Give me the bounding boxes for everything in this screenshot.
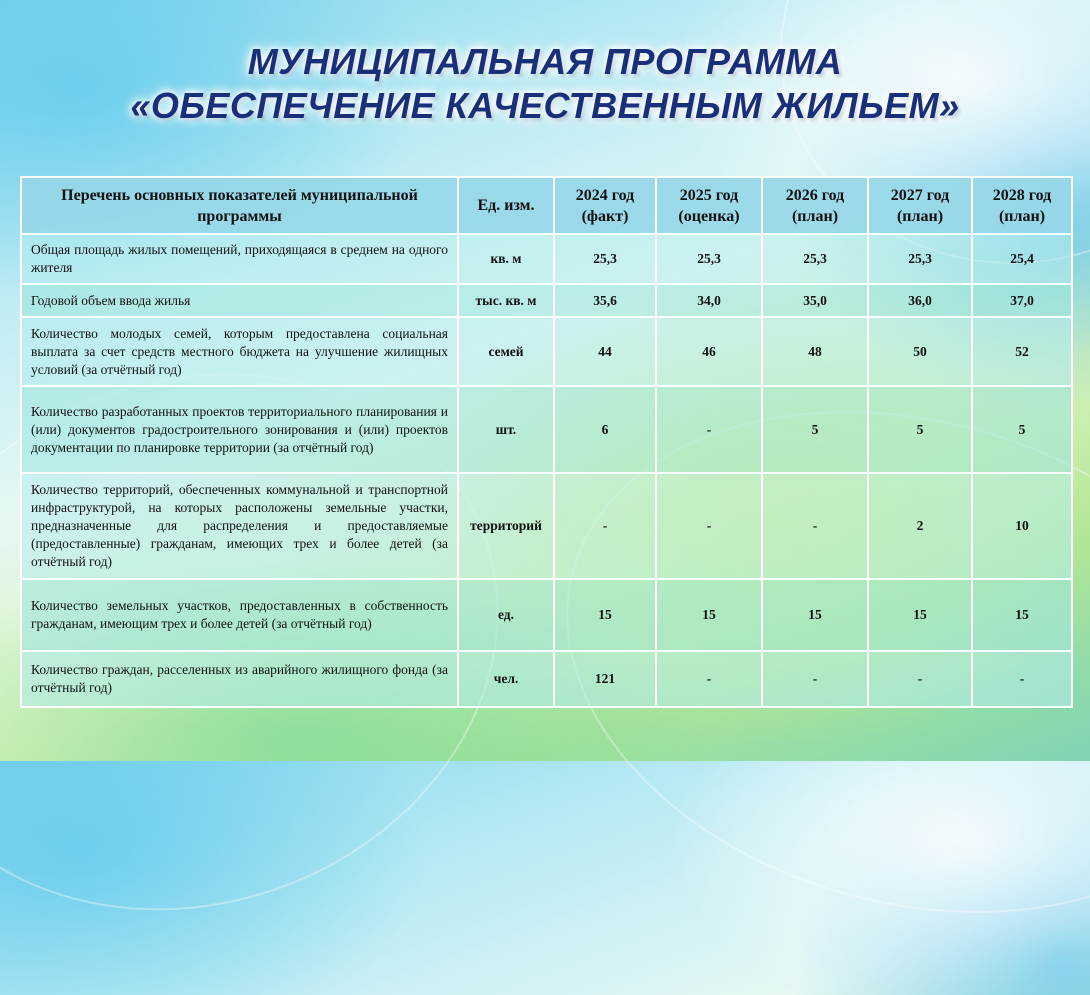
indicator-value: 25,3 <box>656 234 762 284</box>
header-year-note: (план) <box>998 207 1046 225</box>
indicator-name: Количество граждан, расселенных из аварийного жилищного фонда (за отчётный год) <box>21 651 458 707</box>
indicator-value: 5 <box>762 386 868 473</box>
header-year-label: 2028 год <box>992 186 1052 204</box>
header-row <box>21 177 1072 234</box>
indicator-unit: чел. <box>458 651 554 707</box>
table-row <box>21 579 1072 651</box>
indicator-name: Количество территорий, обеспеченных коммунальной и транспортной инфраструктурой, на которых расположены земельные участки, предназначенные для распределения и предоставляемые (предоставленные) гражданам, имеющих трех и более детей (за отчётный год) <box>21 473 458 579</box>
table-row <box>21 284 1072 317</box>
header-indicator: Перечень основных показателей муниципальной программы <box>21 177 458 234</box>
indicator-unit: семей <box>458 317 554 386</box>
indicator-value: 121 <box>554 651 656 707</box>
indicator-value: - <box>972 651 1072 707</box>
indicator-value: 35,6 <box>554 284 656 317</box>
indicator-value: 44 <box>554 317 656 386</box>
header-year-note: (оценка) <box>678 207 740 225</box>
indicator-value: 15 <box>656 579 762 651</box>
indicator-value: 25,4 <box>972 234 1072 284</box>
indicator-value: - <box>656 473 762 579</box>
indicator-name: Количество молодых семей, которым предоставлена социальная выплата за счет средств местного бюджета на улучшение жилищных условий (за отчётный год) <box>21 317 458 386</box>
indicator-unit: ед. <box>458 579 554 651</box>
indicator-unit: территорий <box>458 473 554 579</box>
indicator-value: 52 <box>972 317 1072 386</box>
header-year-label: 2025 год <box>679 186 739 204</box>
indicator-value: 46 <box>656 317 762 386</box>
table-row <box>21 473 1072 579</box>
indicator-value: 15 <box>868 579 972 651</box>
header-year <box>656 177 762 234</box>
table-row <box>21 651 1072 707</box>
indicator-value: 15 <box>972 579 1072 651</box>
indicator-value: 5 <box>868 386 972 473</box>
indicator-value: 25,3 <box>554 234 656 284</box>
indicator-value: 6 <box>554 386 656 473</box>
indicator-value: - <box>868 651 972 707</box>
header-year <box>762 177 868 234</box>
indicator-name: Количество разработанных проектов территориального планирования и (или) документов градостроительного зонирования и (или) проектов документации по планировке территории (за отчётный год) <box>21 386 458 473</box>
header-year-note: (факт) <box>581 207 629 225</box>
indicator-value: - <box>656 386 762 473</box>
indicator-value: 15 <box>554 579 656 651</box>
indicator-value: 36,0 <box>868 284 972 317</box>
table-row <box>21 386 1072 473</box>
header-year <box>972 177 1072 234</box>
indicator-value: 48 <box>762 317 868 386</box>
indicator-name: Количество земельных участков, предоставленных в собственность гражданам, имеющим трех и более детей (за отчётный год) <box>21 579 458 651</box>
indicator-value: - <box>656 651 762 707</box>
header-year <box>554 177 656 234</box>
header-year-label: 2027 год <box>890 186 950 204</box>
header-unit: Ед. изм. <box>458 177 554 234</box>
table-row <box>21 317 1072 386</box>
indicator-value: 50 <box>868 317 972 386</box>
slide-title <box>0 40 1090 128</box>
title-line-1: МУНИЦИПАЛЬНАЯ ПРОГРАММА <box>247 41 843 82</box>
indicator-value: - <box>554 473 656 579</box>
indicator-value: 10 <box>972 473 1072 579</box>
header-year-label: 2024 год <box>575 186 635 204</box>
indicator-value: 5 <box>972 386 1072 473</box>
indicator-value: 2 <box>868 473 972 579</box>
indicator-name: Годовой объем ввода жилья <box>21 284 458 317</box>
title-line-2: «ОБЕСПЕЧЕНИЕ КАЧЕСТВЕННЫМ ЖИЛЬЕМ» <box>130 85 960 126</box>
indicator-value: 15 <box>762 579 868 651</box>
header-year-note: (план) <box>791 207 839 225</box>
header-year-label: 2026 год <box>785 186 845 204</box>
table-row <box>21 234 1072 284</box>
indicator-value: 25,3 <box>868 234 972 284</box>
indicator-unit: кв. м <box>458 234 554 284</box>
indicator-value: 37,0 <box>972 284 1072 317</box>
indicator-unit: тыс. кв. м <box>458 284 554 317</box>
indicator-value: - <box>762 651 868 707</box>
indicator-value: - <box>762 473 868 579</box>
indicator-value: 35,0 <box>762 284 868 317</box>
header-year-note: (план) <box>896 207 944 225</box>
indicator-name: Общая площадь жилых помещений, приходящаяся в среднем на одного жителя <box>21 234 458 284</box>
indicators-table <box>20 176 1073 708</box>
header-year <box>868 177 972 234</box>
indicator-unit: шт. <box>458 386 554 473</box>
indicator-value: 25,3 <box>762 234 868 284</box>
indicator-value: 34,0 <box>656 284 762 317</box>
